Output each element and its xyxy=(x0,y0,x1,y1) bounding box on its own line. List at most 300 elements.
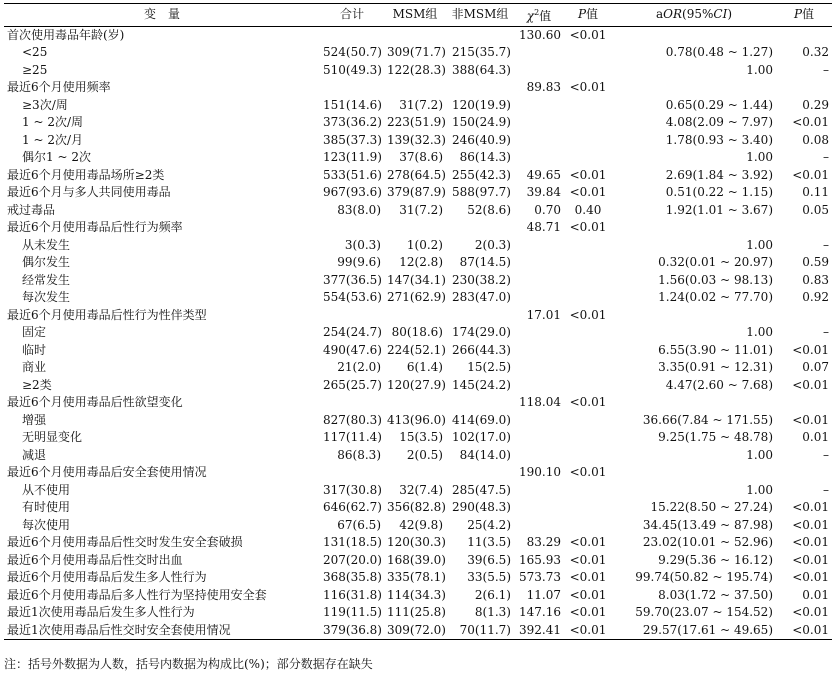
cell-chi-square xyxy=(514,412,564,430)
cell-chi-square xyxy=(514,342,564,360)
table-row xyxy=(4,254,832,272)
cell-non-msm: 15(2.5) xyxy=(467,360,511,374)
table-row xyxy=(4,44,832,62)
cell-variable: 每次发生 xyxy=(22,290,71,304)
cell-chi-square xyxy=(514,517,564,535)
cell-non-msm: 120(19.9) xyxy=(452,97,511,112)
table-row xyxy=(4,429,832,447)
cell-non-msm: 285(47.5) xyxy=(452,482,511,497)
cell-aor: 1.78(0.93 ~ 3.40) xyxy=(665,132,773,147)
cell-aor: 4.47(2.60 ~ 7.68) xyxy=(665,377,773,392)
cell-msm: 2(0.5) xyxy=(406,447,443,462)
cell-chi-square xyxy=(514,254,564,272)
cell-total: 646(62.7) xyxy=(323,500,382,514)
cell-p-value xyxy=(564,429,612,447)
cell-total: 265(25.7) xyxy=(323,377,382,392)
cell-p-value xyxy=(564,289,612,307)
cell-aor: 8.03(1.72 ~ 37.50) xyxy=(658,587,773,602)
cell-total: 67(6.5) xyxy=(337,517,381,532)
cell-variable: <25 xyxy=(22,45,48,59)
cell-p-value xyxy=(564,499,612,517)
cell-non-msm: 39(6.5) xyxy=(467,552,511,567)
cell-chi-square: 83.29 xyxy=(526,535,561,549)
cell-aor: 34.45(13.49 ~ 87.98) xyxy=(642,517,773,532)
cell-p-value xyxy=(564,114,612,132)
table-row xyxy=(4,447,832,465)
cell-aor: 0.32(0.01 ~ 20.97) xyxy=(658,255,773,269)
table-row xyxy=(4,499,832,517)
cell-p2-value: <0.01 xyxy=(792,412,829,427)
cell-p-value: <0.01 xyxy=(564,622,612,640)
cell-p-value: <0.01 xyxy=(569,552,607,567)
cell-msm: 120(27.9) xyxy=(387,377,446,392)
col-header-msm-text: MSM组 xyxy=(392,7,438,21)
cell-chi-square: 0.70 xyxy=(534,202,561,217)
cell-p2-value: <0.01 xyxy=(792,570,829,584)
cell-aor xyxy=(612,219,776,237)
cell-aor: 1.24(0.02 ~ 77.70) xyxy=(658,290,773,304)
cell-chi-square: 11.07 xyxy=(526,587,561,602)
cell-p-value xyxy=(564,62,612,80)
cell-p-value: <0.01 xyxy=(569,605,607,619)
col-header-variable-text: 变 量 xyxy=(143,7,180,21)
cell-chi-square xyxy=(514,289,564,307)
p1-symbol: P xyxy=(577,7,587,21)
cell-non-msm: 174(29.0) xyxy=(452,325,511,339)
cell-variable: 减退 xyxy=(22,447,47,462)
cell-p-value: <0.01 xyxy=(569,465,607,479)
cell-non-msm: 290(48.3) xyxy=(452,500,511,514)
cell-p2-value: – xyxy=(823,150,829,164)
cell-variable: 无明显变化 xyxy=(22,430,83,444)
cell-p-value xyxy=(564,359,612,377)
cell-total: 99(9.6) xyxy=(337,255,381,269)
cell-aor: 2.69(1.84 ~ 3.92) xyxy=(665,167,773,182)
cell-non-msm xyxy=(446,79,514,97)
cell-aor: 0.78(0.48 ~ 1.27) xyxy=(665,45,773,59)
cell-non-msm: 150(24.9) xyxy=(452,115,511,129)
cell-p2-value: – xyxy=(823,325,829,339)
cell-chi-square xyxy=(514,114,564,132)
cell-p-value: <0.01 xyxy=(569,587,607,602)
cell-chi-square: 17.01 xyxy=(526,307,561,322)
cell-total xyxy=(320,394,384,412)
cell-msm: 111(25.8) xyxy=(387,605,446,619)
cell-total: 554(53.6) xyxy=(323,290,382,304)
cell-chi-square: 89.83 xyxy=(526,80,561,94)
cell-chi-square xyxy=(514,132,564,150)
cell-aor: 0.51(0.22 ~ 1.15) xyxy=(665,185,773,199)
cell-p2-value: 0.08 xyxy=(802,132,829,147)
cell-p-value xyxy=(564,272,612,290)
cell-non-msm: 230(38.2) xyxy=(452,272,511,287)
cell-p2-value: <0.01 xyxy=(792,517,829,532)
cell-variable: 最近6个月使用毒品后性欲望变化 xyxy=(7,395,183,409)
cell-msm: 1(0.2) xyxy=(406,237,443,252)
cell-non-msm: 588(97.7) xyxy=(452,185,511,199)
cell-total: 967(93.6) xyxy=(323,185,382,199)
cell-msm: 15(3.5) xyxy=(399,430,443,444)
cell-msm: 335(78.1) xyxy=(387,570,446,584)
cell-variable: 经常发生 xyxy=(22,272,71,287)
table-row xyxy=(4,587,832,605)
cell-aor: 1.00 xyxy=(746,447,773,462)
cell-p2-value xyxy=(776,219,832,237)
cell-chi-square: 147.16 xyxy=(519,605,561,619)
aor-or: OR xyxy=(663,7,683,21)
cell-aor: 6.55(3.90 ~ 11.01) xyxy=(658,342,773,357)
cell-msm xyxy=(384,307,446,325)
cell-variable: 临时 xyxy=(22,342,47,357)
cell-msm: 271(62.9) xyxy=(387,290,446,304)
table-row xyxy=(4,289,832,307)
cell-total: 510(49.3) xyxy=(323,62,382,77)
cell-total: 116(31.8) xyxy=(323,587,382,602)
cell-msm: 37(8.6) xyxy=(399,150,443,164)
cell-total xyxy=(320,307,384,325)
cell-p-value xyxy=(564,412,612,430)
p2-suffix: 值 xyxy=(802,7,815,21)
col-header-total-text: 合计 xyxy=(339,7,364,21)
cell-p2-value: <0.01 xyxy=(792,605,829,619)
cell-total: 533(51.6) xyxy=(323,167,382,182)
cell-non-msm: 70(11.7) xyxy=(446,622,514,640)
cell-p2-value: <0.01 xyxy=(792,342,829,357)
col-header-aor xyxy=(612,4,776,27)
cell-chi-square xyxy=(514,447,564,465)
cell-p-value xyxy=(564,342,612,360)
cell-variable: ≥3次/周 xyxy=(22,97,68,112)
cell-variable: 从不使用 xyxy=(22,482,71,497)
cell-p2-value: 0.83 xyxy=(802,272,829,287)
table-row xyxy=(4,377,832,395)
cell-aor: 3.35(0.91 ~ 12.31) xyxy=(658,360,773,374)
cell-non-msm xyxy=(446,307,514,325)
cell-p2-value xyxy=(776,26,832,44)
table-row xyxy=(4,62,832,80)
cell-p2-value: 0.59 xyxy=(802,255,829,269)
cell-p-value: <0.01 xyxy=(569,220,607,234)
cell-non-msm xyxy=(446,394,514,412)
cell-variable: 固定 xyxy=(22,325,47,339)
cell-msm: 31(7.2) xyxy=(399,97,443,112)
col-header-non-msm xyxy=(446,4,514,27)
cell-total xyxy=(320,219,384,237)
cell-chi-square: 130.60 xyxy=(519,27,561,42)
cell-variable: ≥2类 xyxy=(22,377,52,392)
cell-aor xyxy=(612,26,776,44)
cell-msm: 379(87.9) xyxy=(387,185,446,199)
cell-p2-value: 0.92 xyxy=(802,290,829,304)
cell-p-value xyxy=(564,377,612,395)
col-header-total xyxy=(320,4,384,27)
cell-p2-value xyxy=(776,79,832,97)
cell-variable: 偶尔发生 xyxy=(22,255,71,269)
cell-p2-value: <0.01 xyxy=(776,622,832,640)
cell-aor: 36.66(7.84 ~ 171.55) xyxy=(642,412,773,427)
cell-variable: 最近6个月使用毒品后性交时出血 xyxy=(7,552,183,567)
col-header-chi-square xyxy=(514,4,564,27)
cell-msm: 147(34.1) xyxy=(387,272,446,287)
cell-variable: 最近6个月使用毒品后性交时发生安全套破损 xyxy=(7,535,243,549)
cell-aor xyxy=(612,307,776,325)
cell-p-value xyxy=(564,44,612,62)
cell-chi-square: 118.04 xyxy=(519,395,561,409)
table-row xyxy=(4,359,832,377)
table-row xyxy=(4,534,832,552)
table-row xyxy=(4,132,832,150)
cell-variable: 最近1次使用毒品后发生多人性行为 xyxy=(7,605,195,619)
cell-variable: 最近1次使用毒品后性交时安全套使用情况 xyxy=(4,622,320,640)
cell-msm xyxy=(384,219,446,237)
cell-total: 524(50.7) xyxy=(323,45,382,59)
cell-p-value: <0.01 xyxy=(569,27,607,42)
cell-non-msm: 145(24.2) xyxy=(452,377,511,392)
cell-msm: 224(52.1) xyxy=(387,342,446,357)
cell-total: 379(36.8) xyxy=(320,622,384,640)
cell-variable: 1 ~ 2次/月 xyxy=(22,132,83,147)
cell-chi-square: 190.10 xyxy=(519,465,561,479)
cell-non-msm: 25(4.2) xyxy=(467,517,511,532)
cell-p-value xyxy=(564,447,612,465)
cell-total: 827(80.3) xyxy=(323,412,382,427)
cell-p-value xyxy=(564,149,612,167)
cell-aor: 23.02(10.01 ~ 52.96) xyxy=(642,535,773,549)
table-row xyxy=(4,114,832,132)
cell-aor: 99.74(50.82 ~ 195.74) xyxy=(635,570,773,584)
cell-p-value xyxy=(564,324,612,342)
data-table xyxy=(4,3,832,640)
cell-chi-square xyxy=(514,44,564,62)
cell-total: 317(30.8) xyxy=(323,482,382,497)
cell-total: 131(18.5) xyxy=(323,535,382,549)
cell-chi-square xyxy=(514,272,564,290)
table-row xyxy=(4,342,832,360)
cell-chi-square xyxy=(514,149,564,167)
cell-p2-value: – xyxy=(823,447,829,462)
cell-p-value: <0.01 xyxy=(569,307,607,322)
table-row xyxy=(4,604,832,622)
cell-total: 123(11.9) xyxy=(323,150,382,164)
cell-aor: 1.00 xyxy=(746,62,773,77)
cell-aor: 59.70(23.07 ~ 154.52) xyxy=(635,605,773,619)
aor-suffix: ) xyxy=(727,7,732,21)
cell-chi-square xyxy=(514,377,564,395)
table-row xyxy=(4,184,832,202)
cell-variable: 偶尔1 ~ 2次 xyxy=(22,150,91,164)
cell-total: 490(47.6) xyxy=(323,342,382,357)
cell-msm xyxy=(384,464,446,482)
cell-msm: 309(72.0) xyxy=(384,622,446,640)
table-row xyxy=(4,149,832,167)
cell-p2-value: 0.32 xyxy=(802,45,829,59)
table-body xyxy=(4,26,832,640)
cell-chi-square xyxy=(514,324,564,342)
cell-p2-value xyxy=(776,307,832,325)
cell-non-msm: 255(42.3) xyxy=(452,167,511,182)
cell-total: 385(37.3) xyxy=(323,132,382,147)
cell-variable: 戒过毒品 xyxy=(7,202,56,217)
cell-aor: 1.00 xyxy=(746,237,773,252)
chi-suffix: 值 xyxy=(539,9,552,23)
cell-aor: 29.57(17.61 ~ 49.65) xyxy=(612,622,776,640)
cell-p2-value: – xyxy=(823,237,829,252)
cell-p2-value: – xyxy=(823,62,829,77)
cell-msm: 223(51.9) xyxy=(387,115,446,129)
cell-p-value xyxy=(564,237,612,255)
table-row xyxy=(4,219,832,237)
cell-p-value: <0.01 xyxy=(569,185,607,199)
cell-msm: 12(2.8) xyxy=(399,255,443,269)
cell-msm: 413(96.0) xyxy=(387,412,446,427)
cell-total xyxy=(320,26,384,44)
cell-msm: 120(30.3) xyxy=(387,535,446,549)
cell-p-value: <0.01 xyxy=(569,535,607,549)
table-row xyxy=(4,324,832,342)
table-row xyxy=(4,464,832,482)
aor-prefix: a xyxy=(656,7,664,21)
table-row xyxy=(4,167,832,185)
cell-aor: 1.92(1.01 ~ 3.67) xyxy=(665,202,773,217)
cell-variable: 商业 xyxy=(22,360,47,374)
cell-non-msm: 84(14.0) xyxy=(459,447,511,462)
cell-p-value: <0.01 xyxy=(569,570,607,584)
cell-total: 207(20.0) xyxy=(323,552,382,567)
cell-variable: 有时使用 xyxy=(22,500,71,514)
cell-total: 117(11.4) xyxy=(323,430,382,444)
table-row xyxy=(4,394,832,412)
cell-non-msm: 11(3.5) xyxy=(467,535,511,549)
cell-chi-square: 573.73 xyxy=(519,570,561,584)
cell-p2-value: <0.01 xyxy=(792,535,829,549)
table-row xyxy=(4,237,832,255)
table-row xyxy=(4,79,832,97)
cell-non-msm: 8(1.3) xyxy=(474,605,511,619)
cell-p-value: <0.01 xyxy=(569,80,607,94)
cell-p2-value xyxy=(776,464,832,482)
cell-chi-square xyxy=(514,429,564,447)
cell-p-value xyxy=(564,254,612,272)
cell-non-msm: 388(64.3) xyxy=(452,62,511,77)
cell-aor: 4.08(2.09 ~ 7.97) xyxy=(665,115,773,129)
cell-aor: 1.00 xyxy=(746,482,773,497)
aor-mid: (95% xyxy=(682,7,714,21)
table-row xyxy=(4,552,832,570)
table-row xyxy=(4,412,832,430)
col-header-p2 xyxy=(776,4,832,27)
cell-total: 83(8.0) xyxy=(337,202,381,217)
table-row xyxy=(4,622,832,640)
cell-chi-square xyxy=(514,62,564,80)
cell-non-msm: 2(0.3) xyxy=(474,237,511,252)
cell-chi-square xyxy=(514,482,564,500)
cell-non-msm: 86(14.3) xyxy=(459,150,511,164)
chi-superscript: 2 xyxy=(534,8,540,17)
cell-chi-square: 165.93 xyxy=(519,552,561,567)
p1-suffix: 值 xyxy=(586,7,599,21)
cell-msm: 309(71.7) xyxy=(387,45,446,59)
cell-p2-value: 0.11 xyxy=(802,185,829,199)
cell-chi-square xyxy=(514,237,564,255)
cell-p-value xyxy=(564,97,612,115)
cell-chi-square: 48.71 xyxy=(526,220,561,234)
cell-aor: 15.22(8.50 ~ 27.24) xyxy=(650,500,773,514)
cell-msm: 122(28.3) xyxy=(387,62,446,77)
cell-non-msm: 2(6.1) xyxy=(474,587,511,602)
cell-p2-value: 0.29 xyxy=(802,97,829,112)
aor-ci: CI xyxy=(713,7,728,21)
cell-variable: 最近6个月使用毒品后安全套使用情况 xyxy=(7,465,207,479)
table-row xyxy=(4,272,832,290)
cell-msm: 80(18.6) xyxy=(391,325,443,339)
cell-variable: 每次使用 xyxy=(22,517,71,532)
table-row xyxy=(4,482,832,500)
cell-chi-square xyxy=(514,499,564,517)
cell-variable: 最近6个月使用毒品后多人性行为坚持使用安全套 xyxy=(7,587,267,602)
table-row xyxy=(4,97,832,115)
cell-p2-value: <0.01 xyxy=(792,115,829,129)
cell-chi-square xyxy=(514,97,564,115)
cell-total: 151(14.6) xyxy=(323,97,382,112)
table-row xyxy=(4,307,832,325)
cell-aor: 1.56(0.03 ~ 98.13) xyxy=(658,272,773,287)
cell-p-value xyxy=(564,132,612,150)
cell-total: 373(36.2) xyxy=(323,115,382,129)
cell-aor: 1.00 xyxy=(746,150,773,164)
chi-symbol: χ xyxy=(526,9,535,23)
cell-p2-value: 0.01 xyxy=(802,587,829,602)
cell-aor: 1.00 xyxy=(746,325,773,339)
cell-msm: 6(1.4) xyxy=(406,360,443,374)
cell-variable: 1 ~ 2次/周 xyxy=(22,115,83,129)
cell-msm: 278(64.5) xyxy=(387,167,446,182)
cell-non-msm xyxy=(446,464,514,482)
cell-aor: 0.65(0.29 ~ 1.44) xyxy=(665,97,773,112)
cell-aor xyxy=(612,394,776,412)
cell-msm: 114(34.3) xyxy=(387,587,446,602)
cell-chi-square xyxy=(514,359,564,377)
cell-non-msm xyxy=(446,219,514,237)
cell-non-msm: 283(47.0) xyxy=(452,290,511,304)
cell-msm xyxy=(384,79,446,97)
cell-p-value: <0.01 xyxy=(569,167,607,182)
cell-variable: 最近6个月与多人共同使用毒品 xyxy=(7,185,171,199)
cell-aor: 9.25(1.75 ~ 48.78) xyxy=(658,430,773,444)
cell-non-msm: 102(17.0) xyxy=(452,430,511,444)
cell-variable: 最近6个月使用毒品后性行为性伴类型 xyxy=(7,307,207,322)
cell-p2-value: 0.07 xyxy=(802,360,829,374)
cell-aor xyxy=(612,464,776,482)
cell-chi-square: 39.84 xyxy=(526,185,561,199)
cell-total: 254(24.7) xyxy=(323,325,382,339)
p2-symbol: P xyxy=(793,7,803,21)
cell-p2-value xyxy=(776,394,832,412)
cell-msm xyxy=(384,394,446,412)
cell-msm: 139(32.3) xyxy=(387,132,446,147)
cell-aor xyxy=(612,79,776,97)
cell-total: 21(2.0) xyxy=(337,360,381,374)
cell-msm: 168(39.0) xyxy=(387,552,446,567)
cell-msm: 356(82.8) xyxy=(387,500,446,514)
cell-msm: 32(7.4) xyxy=(399,482,443,497)
cell-variable: 最近6个月使用毒品场所≥2类 xyxy=(7,167,165,182)
table-note: 注：括号外数据为人数，括号内数据为构成比(%)；部分数据存在缺失 xyxy=(4,657,373,671)
col-header-non-msm-text: 非MSM组 xyxy=(451,7,509,21)
cell-chi-square: 392.41 xyxy=(514,622,564,640)
cell-variable: 最近6个月使用频率 xyxy=(7,80,111,94)
cell-p-value xyxy=(564,482,612,500)
cell-variable: ≥25 xyxy=(22,62,48,77)
